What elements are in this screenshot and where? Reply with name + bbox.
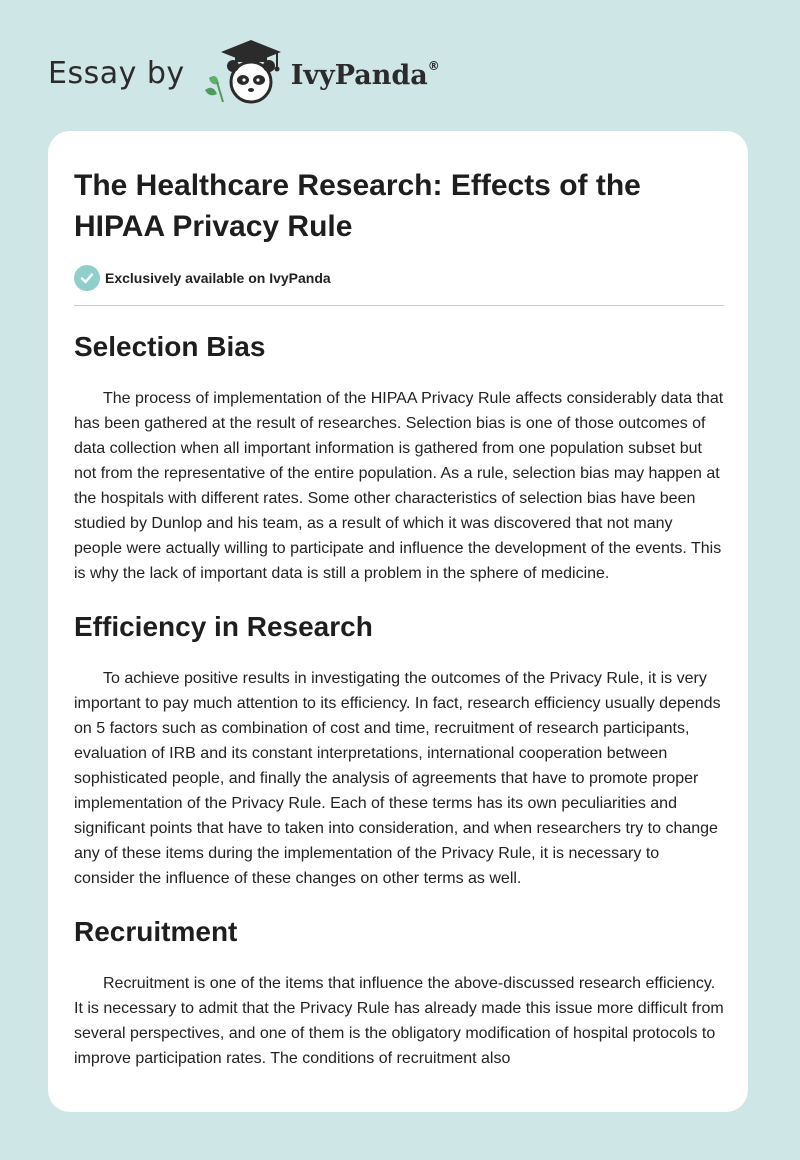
article-card [48, 131, 748, 1112]
article-title: The Healthcare Research: Effects of the HIPAA Privacy Rule [74, 169, 641, 243]
title-divider [74, 305, 724, 306]
section-paragraph-recruitment: Recruitment is one of the items that influence the above-discussed research efficiency. It is necessary to admit that the Privacy Rule has already made this issue more difficult from several perspectives, and one of them is the obligatory modification of hospital protocols to improve participation rates. The conditions of recruitment also [74, 975, 724, 1067]
site-header [48, 38, 440, 108]
brand-text: IvyPanda [290, 60, 428, 91]
exclusive-badge [74, 265, 724, 291]
check-icon [74, 265, 100, 291]
essay-by-label: Essay by [48, 55, 185, 91]
registered-mark: ® [427, 59, 440, 73]
section-paragraph-efficiency: To achieve positive results in investigating the outcomes of the Privacy Rule, it is very important to pay much attention to its efficiency. In fact, research efficiency usually depends on 5 factors such as combination of cost and time, recruitment of research participants, evaluation of IRB and its constant interpretations, international cooperation between sophisticated people, and finally the analysis of agreements that have to promote proper implementation of the Privacy Rule. Each of these terms has its own peculiarities and significant points that have to taken into consideration, and when researchers try to change any of these items during the implementation of the Privacy Rule, it is necessary to consider the influence of these changes on other terms as well. [74, 670, 721, 887]
section-heading-efficiency: Efficiency in Research [74, 611, 373, 642]
leaf-icon [205, 76, 223, 102]
panda-logo-icon[interactable] [199, 38, 291, 108]
section-heading-selection-bias: Selection Bias [74, 331, 266, 362]
section-heading-recruitment: Recruitment [74, 916, 238, 947]
section-paragraph-selection-bias: The process of implementation of the HIPAA Privacy Rule affects considerably data that has been gathered at the result of researches. Selection bias is one of those outcomes of data collection when all important information is gathered from one population subset but not from the representative of the entire population. As a rule, selection bias may happen at the hospitals with different rates. Some other characteristics of selection bias have been studied by Dunlop and his team, as a result of which it was discovered that not many people were actually willing to participate and influence the development of the events. This is why the lack of important data is still a problem in the sphere of medicine. [74, 390, 724, 582]
article-content [74, 165, 724, 1071]
brand-name[interactable] [291, 59, 440, 91]
exclusive-label: Exclusively available on IvyPanda [105, 270, 331, 286]
